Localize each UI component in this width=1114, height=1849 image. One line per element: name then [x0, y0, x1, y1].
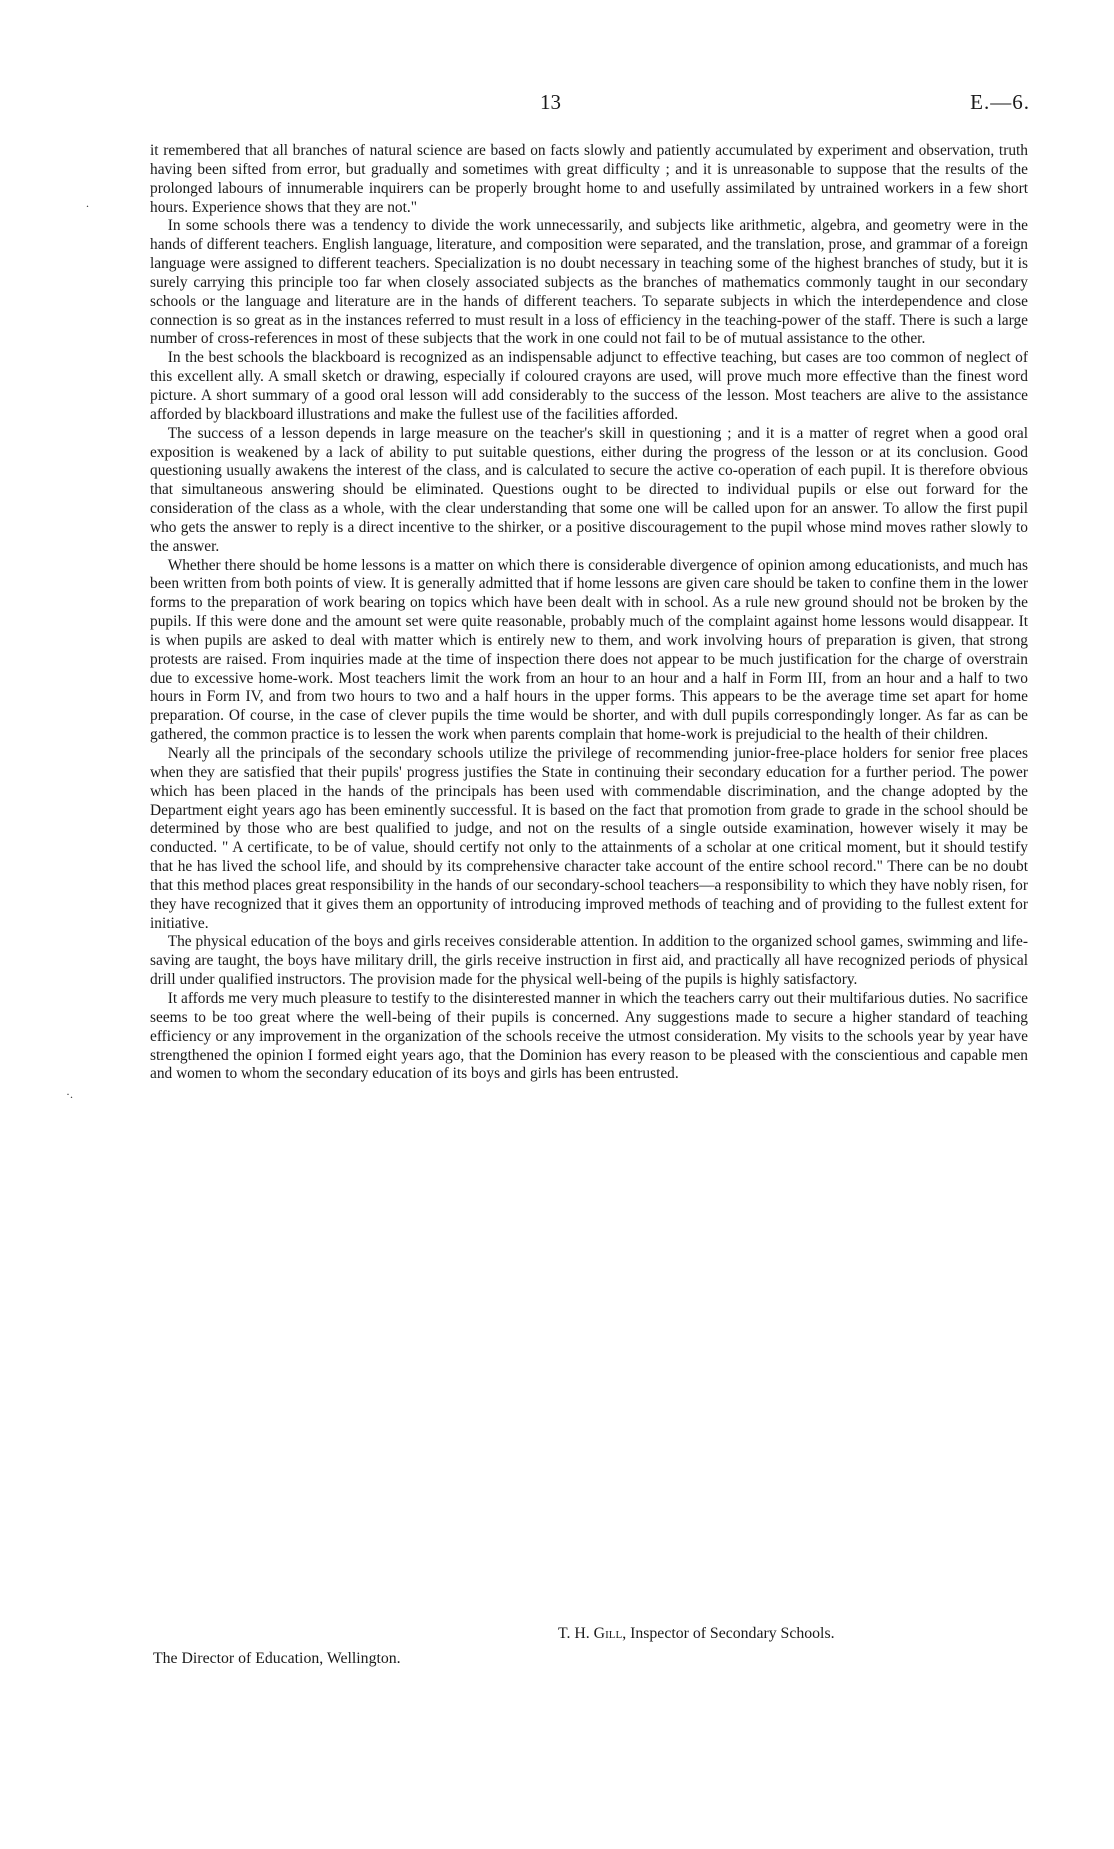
- paragraph-home-lessons: Whether there should be home lessons is a matter on which there is considerable divergence of opinion among educationists, and much has been written from both points of view. It is generally admitted that if home lessons are given care should be taken to confine them in the lower forms to the preparation of work bearing on topics which have been dealt with in school. As a rule new ground should not be broken by the pupils. If this were done and the amount set were quite reasonable, probably much of the complaint against home lessons would disappear. It is when pupils are asked to deal with matter which is entirely new to them, and work involving hours of preparation is given, that strong protests are raised. From inquiries made at the time of inspection there does not appear to be much justification for the charge of overstrain due to excessive home-work. Most teachers limit the work from an hour to an hour and a half in Form III, from an hour and a half to two hours in Form IV, and from two hours to two and a half hours in the upper forms. This appears to be the average time set apart for home preparation. Of course, in the case of clever pupils the time would be shorter, and with dull pupils correspondingly longer. As far as can be gathered, the common practice is to lessen the work when parents complain that home-work is prejudicial to the health of their children.: [150, 556, 1028, 744]
- paragraph-specialization: In some schools there was a tendency to divide the work unnecessarily, and subjects like arithmetic, algebra, and geometry were in the hands of different teachers. English language, literature, and composition were separated, and the translation, prose, and grammar of a foreign language were assigned to different teachers. Specialization is no doubt necessary in teaching some of the highest branches of study, but it is surely carrying this principle too far when closely associated subjects as the branches of mathematics commonly taught in our secondary schools or the language and literature are in the hands of different teachers. To separate subjects in which the interdependence and close connection is so great as in the instances referred to must result in a loss of efficiency in the teaching-power of the staff. There is such a large number of cross-references in most of these subjects that the work in one could not fail to be of mutual assistance to the other.: [150, 217, 1028, 348]
- signatory-title: , Inspector of Secondary Schools.: [622, 1625, 835, 1642]
- signatory-name: T. H. Gill: [558, 1625, 623, 1642]
- paragraph-questioning: The success of a lesson depends in large measure on the teacher's skill in questioning ; and it is a matter of regret when a good oral exposition is weakened by a lack of ability to put suitable questions, either during the progress of the lesson or at its conclusion. Good questioning usually awakens the interest of the class, and is calculated to secure the active co-operation of each pupil. It is therefore obvious that simultaneous answering should be eliminated. Questions ought to be directed to individual pupils or else out forward for the consideration of the class as a whole, with the clear understanding that some one will be called upon for an answer. To allow the first pupil who gets the answer to reply is a direct incentive to the shirker, or a positive discouragement to the pupil whose mind moves rather slowly to the answer.: [150, 424, 1028, 555]
- signature-line: [558, 1625, 835, 1643]
- scan-speck-mark: ·.: [66, 1087, 73, 1101]
- addressee: The Director of Education, Wellington.: [153, 1650, 401, 1667]
- scan-speck-mark: .: [86, 196, 89, 210]
- paragraph-physical-education: The physical education of the boys and girls receives considerable attention. In addition to the organized school games, swimming and life-saving are taught, the boys have military drill, the girls receive instruction in first aid, and practically all have recognized periods of physical drill under qualified instructors. The provision made for the physical well-being of the pupils is highly satisfactory.: [150, 933, 1028, 989]
- paragraph-blackboard: In the best schools the blackboard is recognized as an indispensable adjunct to effective teaching, but cases are too common of neglect of this excellent ally. A small sketch or drawing, especially if coloured crayons are used, will prove much more effective than the finest word picture. A short summary of a good oral lesson will add considerably to the success of the lesson. Most teachers are alive to the assistance afforded by blackboard illustrations and make the fullest use of the facilities afforded.: [150, 349, 1028, 423]
- page-number: 13: [540, 90, 561, 114]
- page-header: [150, 90, 1030, 120]
- paragraph-continuation: it remembered that all branches of natural science are based on facts slowly and patiently accumulated by experiment and observation, truth having been sifted from error, but gradually and sometimes with great difficulty ; and it is unreasonable to suppose that the results of the prolonged labours of innumerable inquirers can be properly brought home to and usefully assimilated by untrained workers in a few short hours. Experience shows that they are not.": [150, 142, 1028, 216]
- paragraph-free-places: Nearly all the principals of the secondary schools utilize the privilege of recommending junior-free-place holders for senior free places when they are satisfied that their pupils' progress justifies the State in continuing their secondary education for a further period. The power which has been placed in the hands of the principals has been used with commendable discrimination, and the change adopted by the Department eight years ago has been eminently successful. It is based on the fact that promotion from grade to grade in the school should be determined by those who are best qualified to judge, and not on the results of a single outside examination, however wisely it may be conducted. " A certificate, to be of value, should certify not only to the attainments of a scholar at one critical moment, but it should testify that he has lived the school life, and should by its comprehensive character take account of the entire school record." There can be no doubt that this method places great responsibility in the hands of our secondary-school teachers—a responsibility to which they have nobly risen, for they have recognized that it gives them an opportunity of introducing improved methods of teaching and of providing to the fullest extent for initiative.: [150, 745, 1028, 932]
- report-body: [150, 142, 1028, 1084]
- document-reference: E.—6.: [970, 90, 1030, 114]
- paragraph-closing: It affords me very much pleasure to testify to the disinterested manner in which the teachers carry out their multifarious duties. No sacrifice seems to be too great where the well-being of their pupils is concerned. Any suggestions made to secure a higher standard of teaching efficiency or any improvement in the organization of the schools receive the utmost consideration. My visits to the schools year by year have strengthened the opinion I formed eight years ago, that the Dominion has every reason to be pleased with the conscientious and capable men and women to whom the secondary education of its boys and girls has been entrusted.: [150, 989, 1028, 1083]
